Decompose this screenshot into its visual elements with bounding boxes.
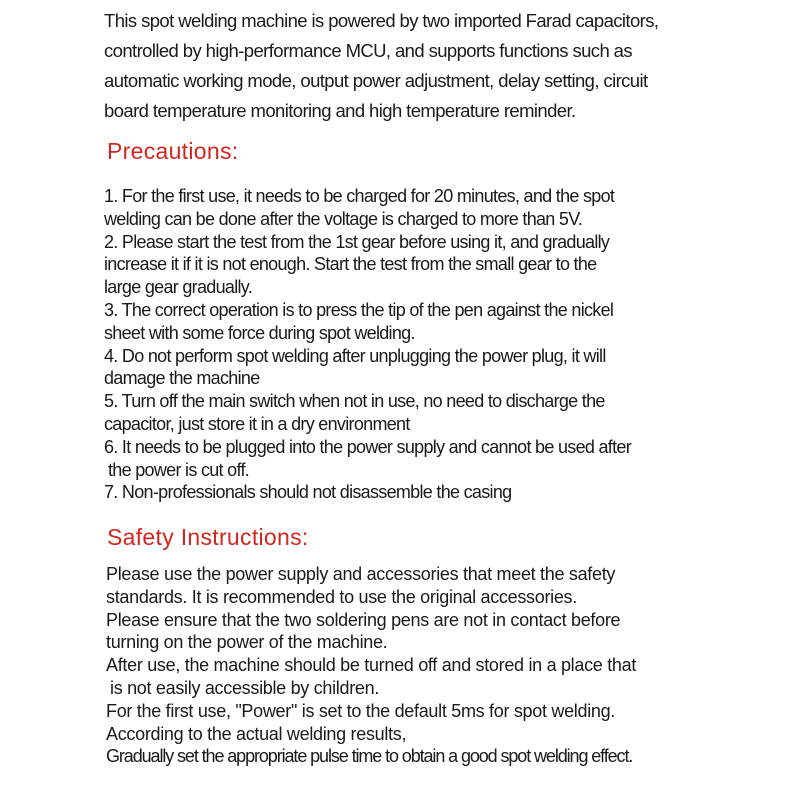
intro-line: board temperature monitoring and high temperature reminder.: [104, 100, 576, 121]
precaution-line: 6. It needs to be plugged into the power supply and cannot be used after: [104, 436, 632, 457]
precaution-line: 3. The correct operation is to press the tip of the pen against the nickel: [104, 299, 614, 320]
precaution-line: 2. Please start the test from the 1st gear before using it, and gradually: [104, 231, 610, 252]
safety-line: Please ensure that the two soldering pens are not in contact before: [106, 609, 621, 630]
intro-line: This spot welding machine is powered by two imported Farad capacitors,: [104, 10, 659, 31]
precautions-heading: Precautions:: [107, 138, 239, 164]
precaution-line: 5. Turn off the main switch when not in use, no need to discharge the: [104, 391, 605, 412]
precaution-line: large gear gradually.: [104, 277, 253, 298]
precaution-line: 4. Do not perform spot welding after unplugging the power plug, it will: [104, 345, 606, 366]
safety-line: According to the actual welding results,: [106, 723, 407, 744]
precaution-line: 1. For the first use, it needs to be charged for 20 minutes, and the spot: [104, 186, 615, 206]
precaution-line: increase it if it is not enough. Start the test from the small gear to the: [104, 254, 597, 275]
precaution-line: the power is cut off.: [108, 459, 250, 480]
precaution-line: 7. Non-professionals should not disassemble the casing: [104, 482, 512, 503]
safety-list: [106, 563, 706, 768]
precaution-line: welding can be done after the voltage is charged to more than 5V.: [104, 208, 583, 229]
intro-paragraph: [104, 6, 724, 126]
safety-line: Please use the power supply and accessories that meet the safety: [106, 564, 616, 584]
safety-line: standards. It is recommended to use the original accessories.: [106, 586, 577, 607]
precaution-line: damage the machine: [104, 368, 260, 389]
precaution-line: sheet with some force during spot welding.: [104, 322, 415, 343]
safety-line: For the first use, "Power" is set to the default 5ms for spot welding.: [106, 700, 616, 721]
safety-line: Gradually set the appropriate pulse time to obtain a good spot welding effect.: [106, 746, 633, 767]
safety-heading: Safety Instructions:: [107, 524, 309, 550]
safety-line: turning on the power of the machine.: [106, 632, 388, 653]
intro-line: controlled by high-performance MCU, and supports functions such as: [104, 40, 633, 61]
precautions-list: [104, 185, 704, 504]
precaution-line: capacitor, just store it in a dry environment: [104, 413, 410, 434]
safety-line: is not easily accessible by children.: [110, 677, 380, 698]
safety-line: After use, the machine should be turned off and stored in a place that: [106, 655, 637, 676]
intro-line: automatic working mode, output power adjustment, delay setting, circuit: [104, 70, 648, 91]
